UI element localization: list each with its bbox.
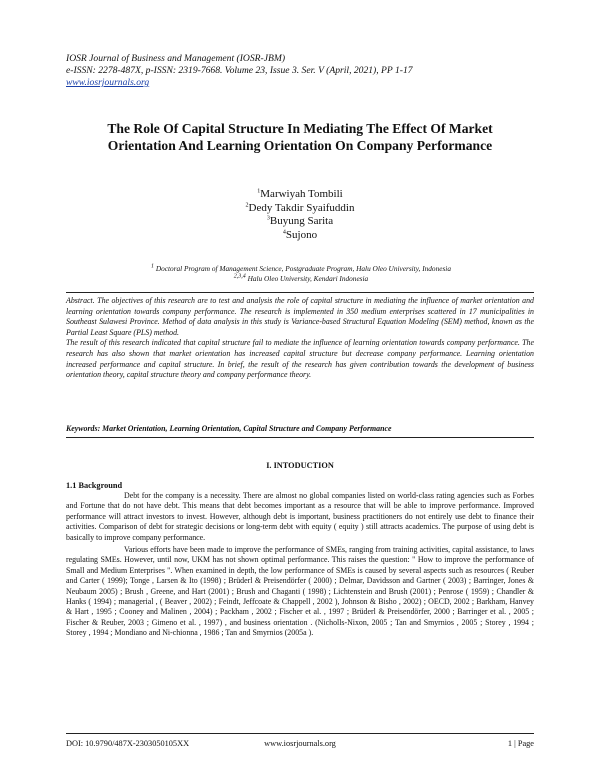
abstract-paragraph-2: The result of this research indicated that capital structure fail to mediate the influence of learning orientation towards company performance. The research has also shown that market orientation has increased capital structure but decrease company performance. Learning orientation increased performance and capital structure. In brief, the result of the research has given contribution towards the development of business orientation theory, capital structure theory and company performance theory. xyxy=(66,338,534,380)
author-list xyxy=(150,188,450,243)
author-sup: 1 xyxy=(257,188,261,195)
body-text xyxy=(66,491,534,639)
abstract-top-rule xyxy=(66,292,534,293)
section-heading: I. INTODUCTION xyxy=(266,461,334,470)
author-sup: 3 xyxy=(266,215,270,222)
author-3 xyxy=(150,215,450,229)
body-paragraph-1: Debt for the company is a necessity. There are almost no global companies listed on world-class rating agencies such as Forbes and Fortune that do not have debt. This means that debt becomes important as a resource that will be able to improve performance. Improved performance will attract investors to invest. However, although debt is important, business practitioners do not entirely use debt to finance their activities. Comparison of debt for strategic decisions or long-term debt with equity ( equity ) still attracts academics. The purpose of using debt is basically to improve company performance. xyxy=(66,491,534,542)
affiliation-sup: 2,3,4 xyxy=(233,273,246,280)
author-name: Buyung Sarita xyxy=(269,215,334,228)
abstract xyxy=(66,296,534,381)
author-name: Sujono xyxy=(285,229,318,242)
footer-page-number: 1 | Page xyxy=(507,739,534,748)
affiliation-sup: 1 xyxy=(151,263,154,270)
journal-issn: e-ISSN: 2278-487X, p-ISSN: 2319-7668. Volume 23, Issue 3. Ser. V (April, 2021), PP 1-17 xyxy=(66,65,413,76)
journal-header xyxy=(66,53,536,89)
body-paragraph-2: Various efforts have been made to improve the performance of SMEs, ranging from training activities, capital assistance, to laws regulating SMEs. However, until now, UKM has not shown optimal performance. This raises the question: " How to improve the performance of Small and Medium Enterprises ". When examined in depth, the low performance of SMEs is caused by several aspects such as resources ( Reuber and Carter ( 1999); Tonge , Larsen & Ito (1998) ; Brüderl & Preisendörfer ( 2000) ; Delmar, Davidsson and Gartner ( 2003) ; Barringer, Jones & Neubaum 2005) ; Brush , Greene, and Hart (2001) ; Brush and Chaganti ( 1998) ; Lichtenstein and Brush (2001) ; Penrose ( 1959) ; Chandler & Hanks ( 1994) ; managerial , ( Beaver , 2002) ; Feindt, Jeffcoate & Chappell , 2002 ), Johnson & Bisho , 2002) ; OECD, 2002 ; Barkham, Hanvey & Hart , 1995 ; Cooney and Malinen , 2004) ; Packham , 2002 ; Fischer et al. , 1997 ; Brüderl & Preisendörfer, 2000 ; Barringer et al. , 2005 ; Fischer & Reuber, 2003 ; Gimeno et al. , 1997) , and business orientation . (Nicholls-Nixon, 2005 ; Tan and Smyrnios , 2005 ; Storey , 1994 ; Storey , 1994 ; Mondiano and Ni-chionna , 1986 ; Tan and Smyrnios (2005a ). xyxy=(66,545,534,638)
affiliations xyxy=(66,264,536,284)
journal-name: IOSR Journal of Business and Management (IOSR-JBM) xyxy=(66,53,286,64)
author-sup: 4 xyxy=(282,229,286,236)
journal-url-link[interactable]: www.iosrjournals.org xyxy=(66,77,150,88)
affiliation-2 xyxy=(66,274,536,284)
author-name: Dedy Takdir Syaifuddin xyxy=(248,201,355,214)
affiliation-text: Doctoral Program of Management Science, Postgraduate Program, Halu Oleo University, Indonesia xyxy=(155,264,451,273)
author-sup: 2 xyxy=(245,202,249,209)
keywords-bottom-rule xyxy=(66,437,534,438)
author-name: Marwiyah Tombili xyxy=(260,188,343,200)
author-2 xyxy=(150,202,450,216)
paper-title: The Role Of Capital Structure In Mediating The Effect Of Market Orientation And Learning Orientation On Company Performance xyxy=(107,121,493,153)
affiliation-text: Halu Oleo University, Kendari Indonesia xyxy=(247,274,369,283)
footer-rule xyxy=(66,733,534,734)
author-4 xyxy=(150,229,450,243)
footer-doi: DOI: 10.9790/487X-2303050105XX xyxy=(66,739,190,748)
subsection-heading: 1.1 Background xyxy=(66,481,123,490)
keywords: Keywords: Market Orientation, Learning Orientation, Capital Structure and Company Performance xyxy=(66,424,392,433)
footer-site-link[interactable]: www.iosrjournals.org xyxy=(264,739,336,748)
affiliation-1 xyxy=(66,264,536,274)
author-1 xyxy=(150,188,450,202)
abstract-paragraph-1: Abstract. The objectives of this research are to test and analysis the role of capital structure in mediating the influence of market orientation and learning orientation towards company performance. The research is implemented in 350 medium enterprises scattered in 17 municipalities in Southeast Sulawesi Province. Method of data analysis in this study is Variance-based Structural Equation Modeling (SEM) method, known as the Partial Least Square (PLS) method. xyxy=(66,296,534,337)
